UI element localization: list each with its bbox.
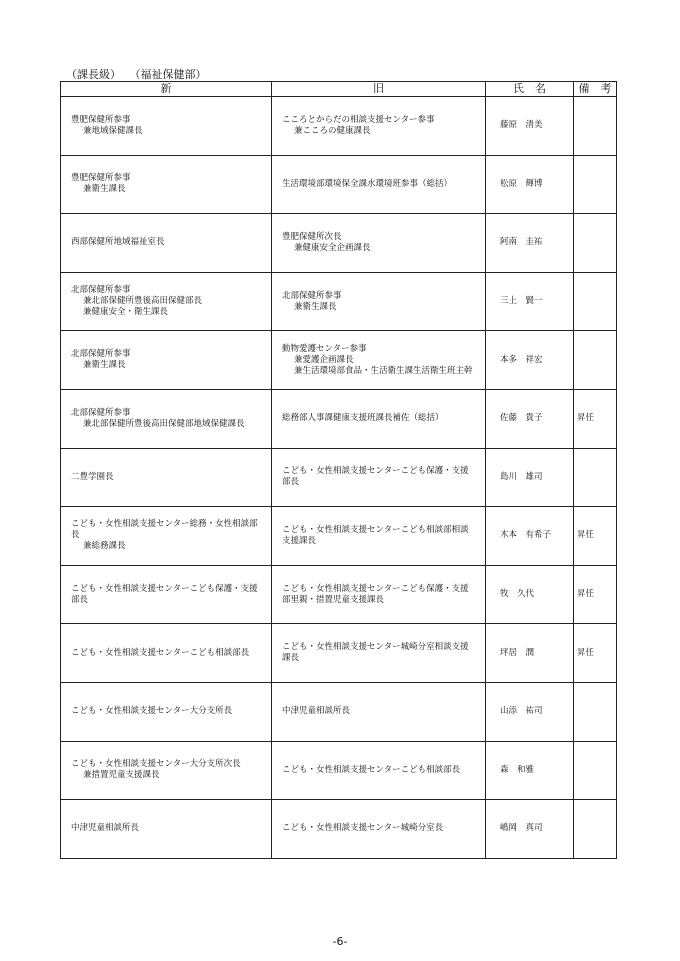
- position-line: 二豊学園長: [71, 471, 114, 482]
- table-row: [61, 214, 617, 273]
- new-position-cell: [61, 448, 272, 507]
- position-line: 兼健康安全・衛生課長: [83, 307, 169, 318]
- old-position-cell: [272, 741, 486, 800]
- old-position-cell: [272, 155, 486, 214]
- column-header-old: 旧: [272, 82, 486, 97]
- position-line: こども・女性相談支援センター大分支所長: [71, 706, 233, 717]
- position-line: こども・女性相談支援センター大分支所次長: [71, 759, 241, 770]
- table-row: [61, 331, 617, 390]
- new-position-cell: [61, 507, 272, 566]
- new-position-cell: [61, 624, 272, 683]
- new-position-cell: [61, 272, 272, 331]
- new-position-cell: [61, 800, 272, 859]
- position-line: こども・女性相談支援センターこども相談部長: [282, 764, 461, 775]
- person-name-cell: 牧 久代: [486, 565, 574, 624]
- column-header-name: 氏 名: [486, 82, 574, 97]
- position-line: 豊肥保健所参事: [71, 173, 131, 184]
- position-line: こども・女性相談支援センターこども保護・支援部里親・措置児童支援課長: [282, 583, 469, 605]
- new-position-cell: [61, 389, 272, 448]
- position-line: 北部保健所参事: [71, 407, 131, 418]
- position-line: 中津児童相談所長: [282, 706, 351, 717]
- person-name-cell: 山添 祐司: [486, 682, 574, 741]
- position-line: 兼衛生課長: [83, 184, 126, 195]
- position-line: 豊肥保健所参事: [71, 114, 131, 125]
- position-line: 兼北部保健所豊後高田保健部長: [83, 296, 203, 307]
- remarks-cell: 昇任: [574, 507, 617, 566]
- new-position-cell: [61, 682, 272, 741]
- remarks-cell: [574, 214, 617, 273]
- position-line: 豊肥保健所次長: [282, 231, 342, 242]
- person-name-cell: 木本 有希子: [486, 507, 574, 566]
- position-line: 西部保健所地域福祉室長: [71, 237, 165, 248]
- remarks-cell: 昇任: [574, 624, 617, 683]
- new-position-cell: [61, 155, 272, 214]
- position-line: 北部保健所参事: [282, 290, 342, 301]
- person-name-cell: 三上 賢一: [486, 272, 574, 331]
- table-row: [61, 682, 617, 741]
- remarks-cell: [574, 331, 617, 390]
- position-line: 兼措置児童支援課長: [83, 770, 160, 781]
- position-line: 兼地域保健課長: [83, 125, 143, 136]
- position-line: 兼こころの健康課長: [294, 125, 371, 136]
- person-name-cell: 嶋岡 真司: [486, 800, 574, 859]
- remarks-cell: [574, 155, 617, 214]
- new-position-cell: [61, 214, 272, 273]
- old-position-cell: [272, 272, 486, 331]
- table-row: [61, 272, 617, 331]
- position-line: こども・女性相談支援センター総務・女性相談部長: [71, 519, 258, 541]
- table-row: [61, 448, 617, 507]
- person-name-cell: 本多 祥宏: [486, 331, 574, 390]
- position-line: 兼健康安全企画課長: [294, 242, 371, 253]
- table-row: [61, 565, 617, 624]
- rank-caption: （課長級）: [66, 68, 121, 81]
- table-row: [61, 97, 617, 156]
- position-line: こども・女性相談支援センター城崎分室長: [282, 823, 444, 834]
- person-name-cell: 佐藤 貴子: [486, 389, 574, 448]
- position-line: 兼生活環境部食品・生活衛生課生活衛生班主幹: [294, 365, 473, 376]
- table-row: [61, 507, 617, 566]
- personnel-table: [60, 81, 617, 859]
- position-line: 北部保健所参事: [71, 285, 131, 296]
- remarks-cell: [574, 682, 617, 741]
- old-position-cell: [272, 97, 486, 156]
- person-name-cell: 島川 雄司: [486, 448, 574, 507]
- position-line: 兼愛護企画課長: [294, 354, 354, 365]
- remarks-cell: [574, 272, 617, 331]
- table-row: [61, 389, 617, 448]
- remarks-cell: [574, 741, 617, 800]
- position-line: こども・女性相談支援センターこども相談部相談支援課長: [282, 524, 469, 546]
- person-name-cell: 阿南 圭祐: [486, 214, 574, 273]
- old-position-cell: [272, 389, 486, 448]
- column-header-new: 新: [61, 82, 272, 97]
- old-position-cell: [272, 565, 486, 624]
- new-position-cell: [61, 565, 272, 624]
- old-position-cell: [272, 800, 486, 859]
- new-position-cell: [61, 331, 272, 390]
- position-line: 動物愛護センター参事: [282, 343, 367, 354]
- person-name-cell: 坪居 潤: [486, 624, 574, 683]
- table-row: [61, 800, 617, 859]
- position-line: 総務部人事課健康支援班課長補佐（総括）: [282, 413, 444, 424]
- old-position-cell: [272, 214, 486, 273]
- position-line: こども・女性相談支援センター城崎分室相談支援課長: [282, 642, 469, 664]
- remarks-cell: [574, 448, 617, 507]
- old-position-cell: [272, 331, 486, 390]
- position-line: 中津児童相談所長: [71, 823, 140, 834]
- remarks-cell: [574, 97, 617, 156]
- remarks-cell: 昇任: [574, 565, 617, 624]
- remarks-cell: [574, 800, 617, 859]
- person-name-cell: 藤原 清美: [486, 97, 574, 156]
- position-line: こども・女性相談支援センターこども保護・支援部長: [71, 583, 258, 605]
- table-body: [61, 97, 617, 859]
- position-line: こころとからだの相談支援センター参事: [282, 114, 435, 125]
- old-position-cell: [272, 624, 486, 683]
- position-line: 生活環境部環境保全課水環境班参事（総括）: [282, 178, 453, 189]
- position-line: 北部保健所参事: [71, 349, 131, 360]
- new-position-cell: [61, 97, 272, 156]
- position-line: 兼衛生課長: [83, 360, 126, 371]
- remarks-cell: 昇任: [574, 389, 617, 448]
- position-line: こども・女性相談支援センターこども保護・支援部長: [282, 466, 469, 488]
- department-caption: （福祉保健部）: [135, 68, 207, 81]
- position-line: こども・女性相談支援センターこども相談部長: [71, 647, 250, 658]
- position-line: 兼衛生課長: [294, 301, 337, 312]
- position-line: 兼北部保健所豊後高田保健部地域保健課長: [83, 418, 245, 429]
- column-header-note: 備 考: [574, 82, 617, 97]
- table-row: [61, 741, 617, 800]
- new-position-cell: [61, 741, 272, 800]
- table-header-row: [61, 82, 617, 97]
- table-row: [61, 624, 617, 683]
- old-position-cell: [272, 682, 486, 741]
- person-name-cell: 森 和雅: [486, 741, 574, 800]
- section-caption: [66, 66, 207, 82]
- old-position-cell: [272, 507, 486, 566]
- old-position-cell: [272, 448, 486, 507]
- page-number: -6-: [332, 935, 348, 948]
- table-row: [61, 155, 617, 214]
- person-name-cell: 松原 輝博: [486, 155, 574, 214]
- position-line: 兼総務課長: [83, 541, 126, 552]
